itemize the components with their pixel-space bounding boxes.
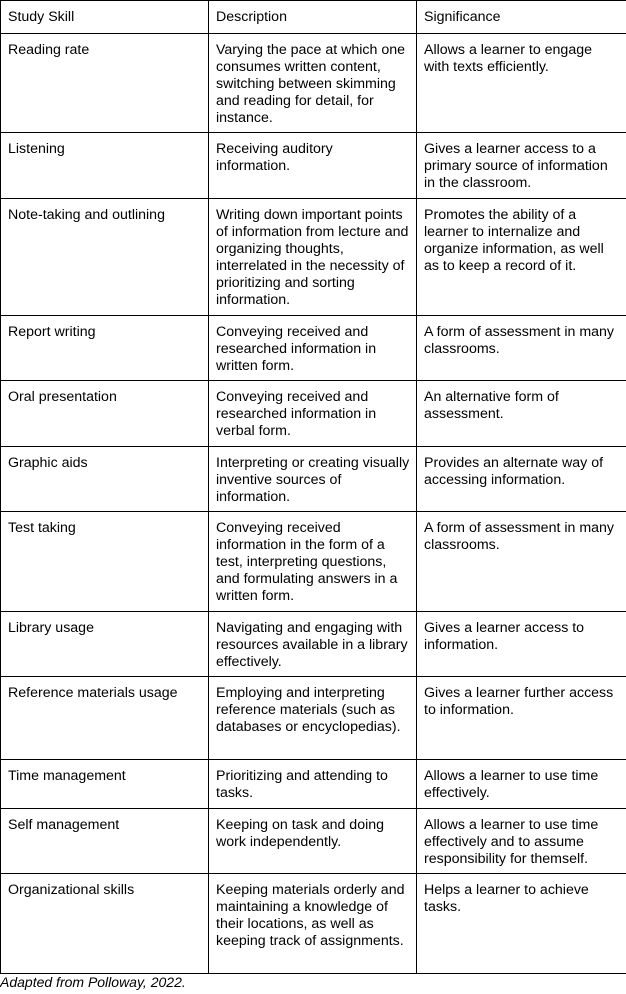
- table-row: [1, 199, 626, 316]
- header-study-skill: Study Skill: [1, 1, 209, 34]
- significance-cell: Promotes the ability of a learner to internalize and organize information, as well as to keep a record of it.: [417, 199, 626, 316]
- skill-cell: Organizational skills: [1, 874, 209, 974]
- table-row: [1, 612, 626, 677]
- description-cell: Interpreting or creating visually inventive sources of information.: [209, 447, 417, 512]
- table-row: [1, 316, 626, 381]
- significance-cell: Gives a learner access to information.: [417, 612, 626, 677]
- significance-cell: Provides an alternate way of accessing information.: [417, 447, 626, 512]
- table-row: [1, 512, 626, 612]
- table-row: [1, 809, 626, 874]
- significance-cell: Allows a learner to use time effectively and to assume responsibility for themself.: [417, 809, 626, 874]
- skill-cell: Oral presentation: [1, 381, 209, 447]
- significance-cell: Gives a learner access to a primary source of information in the classroom.: [417, 133, 626, 199]
- table-row: [1, 381, 626, 447]
- skill-cell: Reference materials usage: [1, 677, 209, 760]
- description-cell: Conveying received and researched information in verbal form.: [209, 381, 417, 447]
- source-caption: Adapted from Polloway, 2022.: [0, 974, 186, 990]
- table-row: [1, 677, 626, 760]
- table-header: [1, 1, 626, 34]
- description-cell: Writing down important points of information from lecture and organizing thoughts, interrelated in the necessity of prioritizing and sorting information.: [209, 199, 417, 316]
- skill-cell: Time management: [1, 760, 209, 809]
- description-cell: Employing and interpreting reference materials (such as databases or encyclopedias).: [209, 677, 417, 760]
- description-cell: Receiving auditory information.: [209, 133, 417, 199]
- skill-cell: Report writing: [1, 316, 209, 381]
- skill-cell: Graphic aids: [1, 447, 209, 512]
- description-cell: Prioritizing and attending to tasks.: [209, 760, 417, 809]
- table-row: [1, 133, 626, 199]
- skill-cell: Self management: [1, 809, 209, 874]
- skill-cell: Reading rate: [1, 34, 209, 133]
- skill-cell: Test taking: [1, 512, 209, 612]
- significance-cell: Allows a learner to engage with texts efficiently.: [417, 34, 626, 133]
- skill-cell: Library usage: [1, 612, 209, 677]
- description-cell: Keeping materials orderly and maintaining a knowledge of their locations, as well as keeping track of assignments.: [209, 874, 417, 974]
- significance-cell: Allows a learner to use time effectively.: [417, 760, 626, 809]
- table-row: [1, 447, 626, 512]
- table-row: [1, 34, 626, 133]
- header-significance: Significance: [417, 1, 626, 34]
- description-cell: Conveying received and researched information in written form.: [209, 316, 417, 381]
- significance-cell: Gives a learner further access to information.: [417, 677, 626, 760]
- table-row: [1, 760, 626, 809]
- description-cell: Keeping on task and doing work independently.: [209, 809, 417, 874]
- header-row: [1, 1, 626, 34]
- description-cell: Conveying received information in the form of a test, interpreting questions, and formulating answers in a written form.: [209, 512, 417, 612]
- table-body: [1, 34, 626, 974]
- table-row: [1, 874, 626, 974]
- significance-cell: A form of assessment in many classrooms.: [417, 512, 626, 612]
- significance-cell: An alternative form of assessment.: [417, 381, 626, 447]
- description-cell: Varying the pace at which one consumes written content, switching between skimming and reading for detail, for instance.: [209, 34, 417, 133]
- header-description: Description: [209, 1, 417, 34]
- description-cell: Navigating and engaging with resources available in a library effectively.: [209, 612, 417, 677]
- skill-cell: Listening: [1, 133, 209, 199]
- significance-cell: Helps a learner to achieve tasks.: [417, 874, 626, 974]
- skill-cell: Note-taking and outlining: [1, 199, 209, 316]
- significance-cell: A form of assessment in many classrooms.: [417, 316, 626, 381]
